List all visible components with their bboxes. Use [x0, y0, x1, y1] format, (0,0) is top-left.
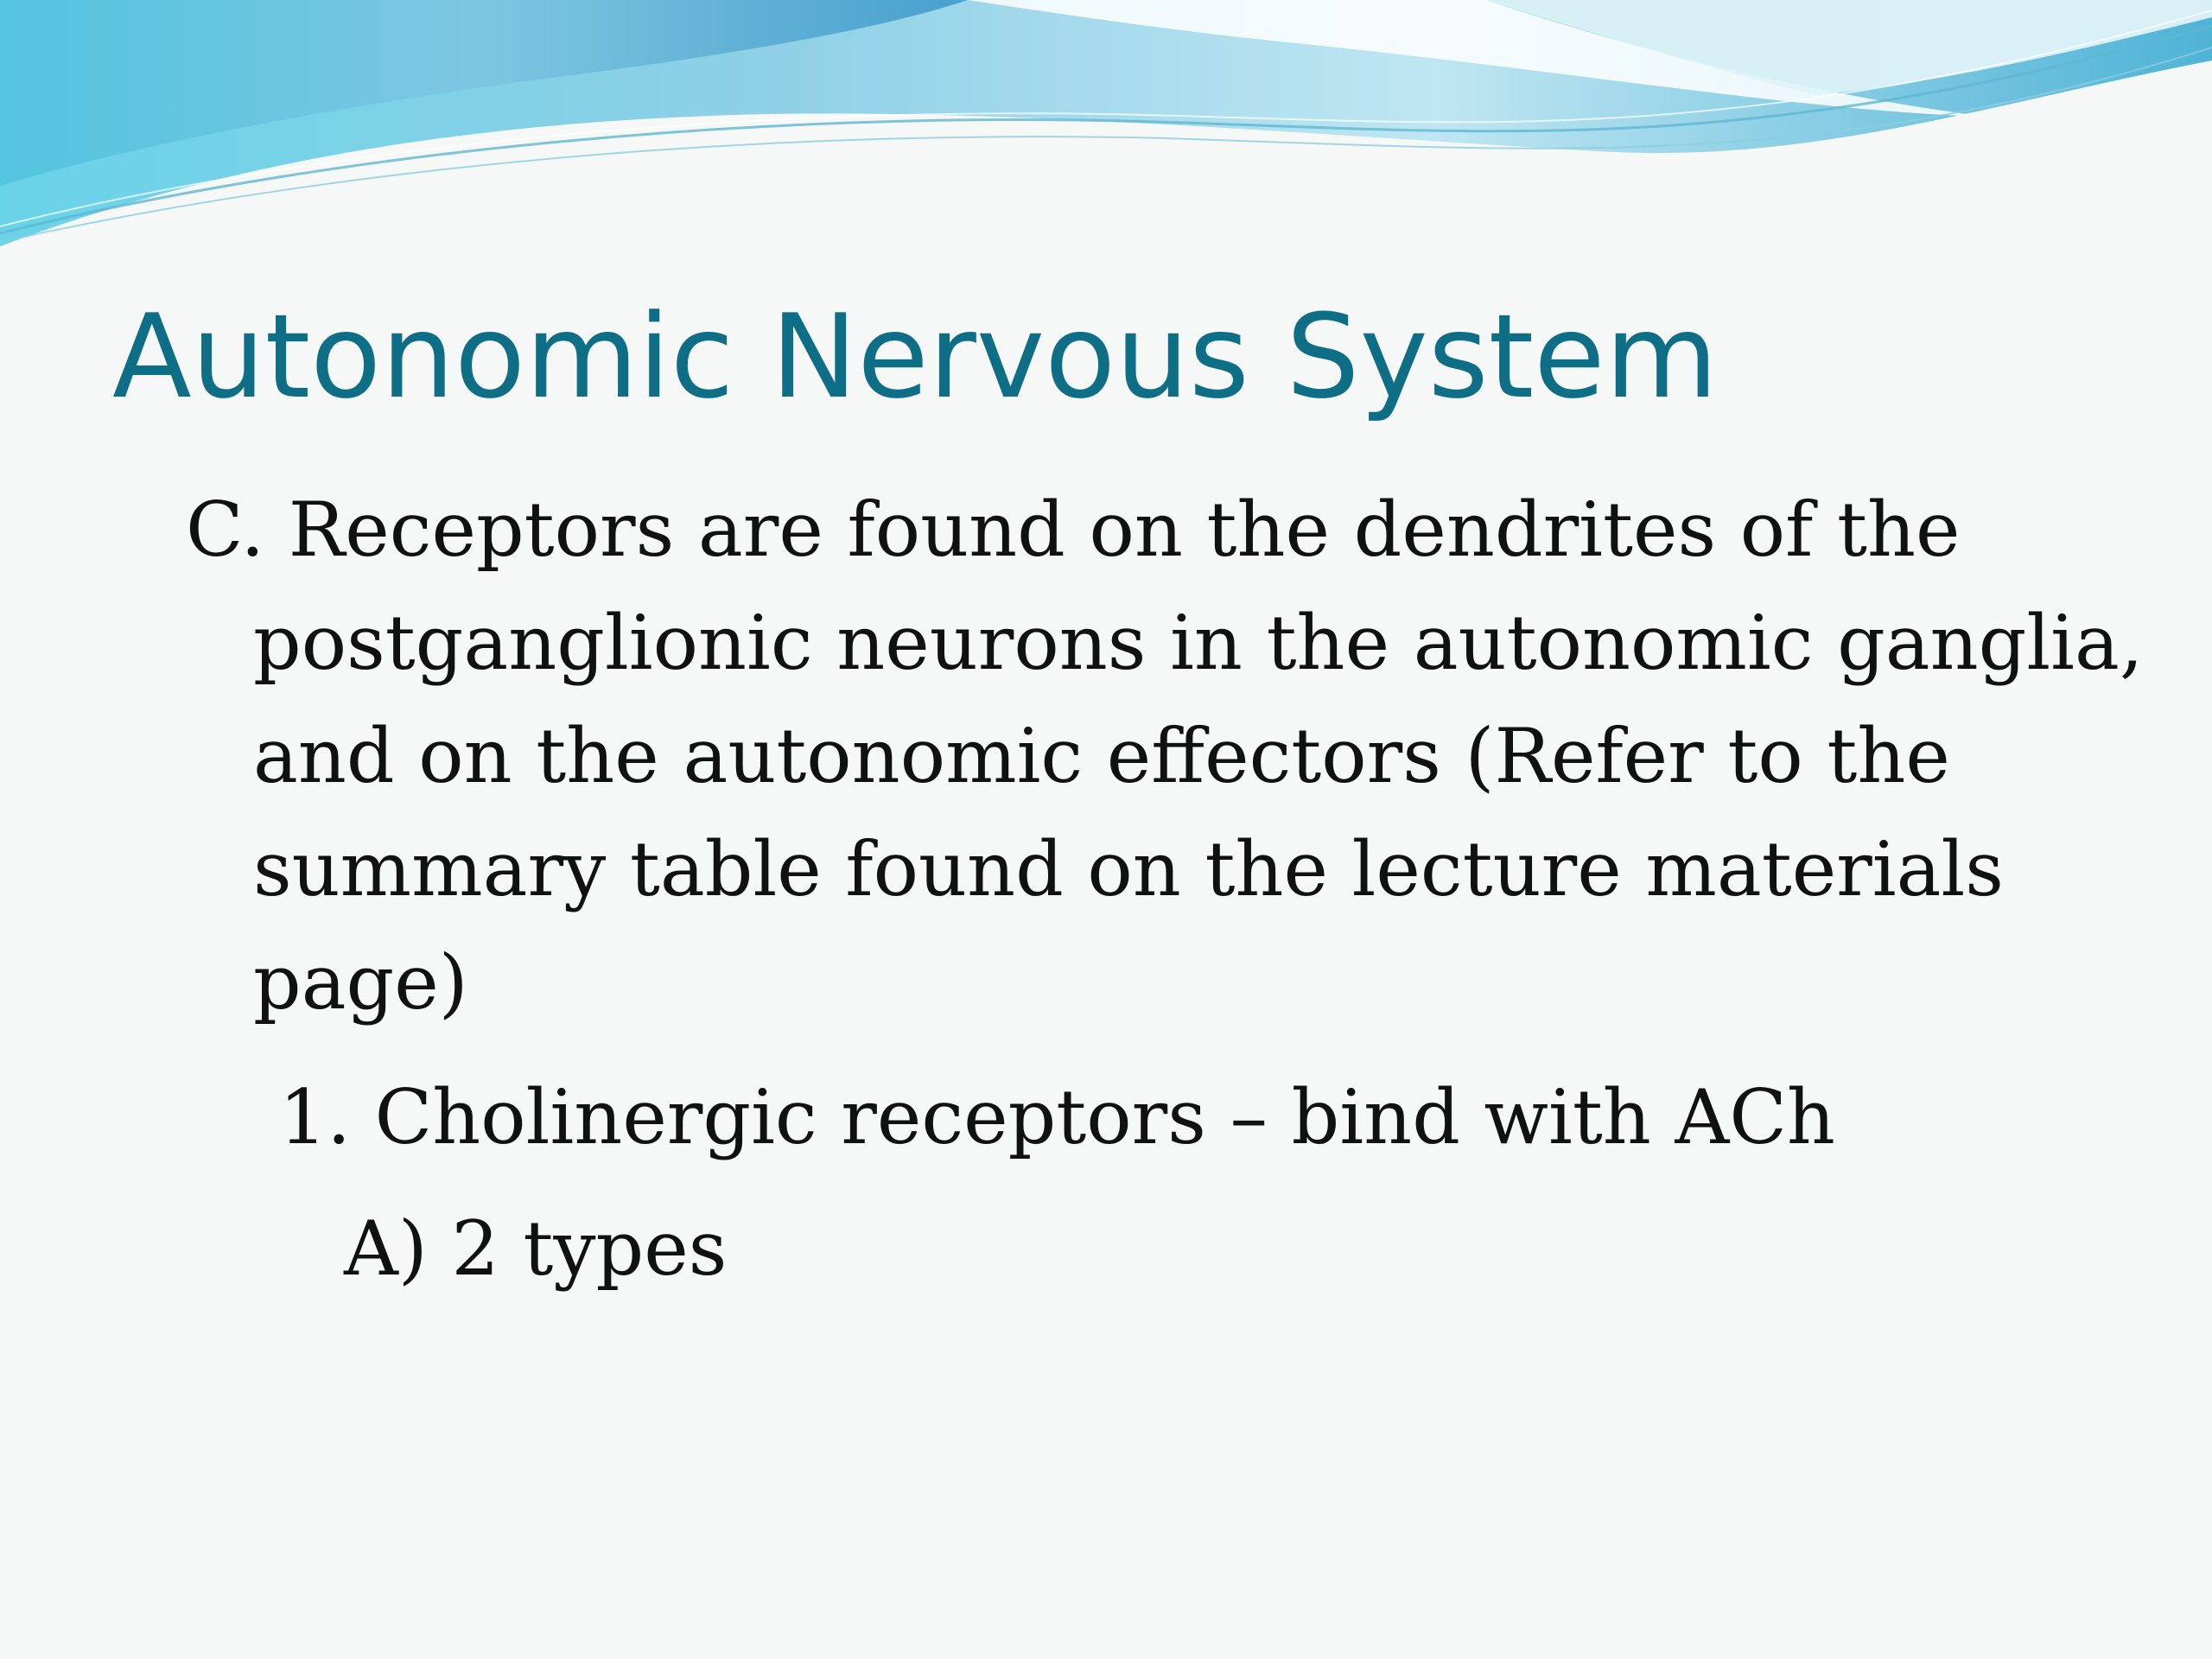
slide-title: Autonomic Nervous System — [112, 289, 1719, 424]
bullet-c-text: C. Receptors are found on the dendrites of the postganglionic neurons in the autonomic ganglia, and on the autonomic effectors (Refer to the summary table found on the lecture materials page) — [186, 486, 2144, 1027]
sub-item-a-text: A) 2 types — [344, 1205, 728, 1293]
decorative-wave-banner — [0, 0, 2212, 259]
sub-item-1-text: 1. Cholinergic receptors – bind with ACh — [279, 1073, 1835, 1161]
